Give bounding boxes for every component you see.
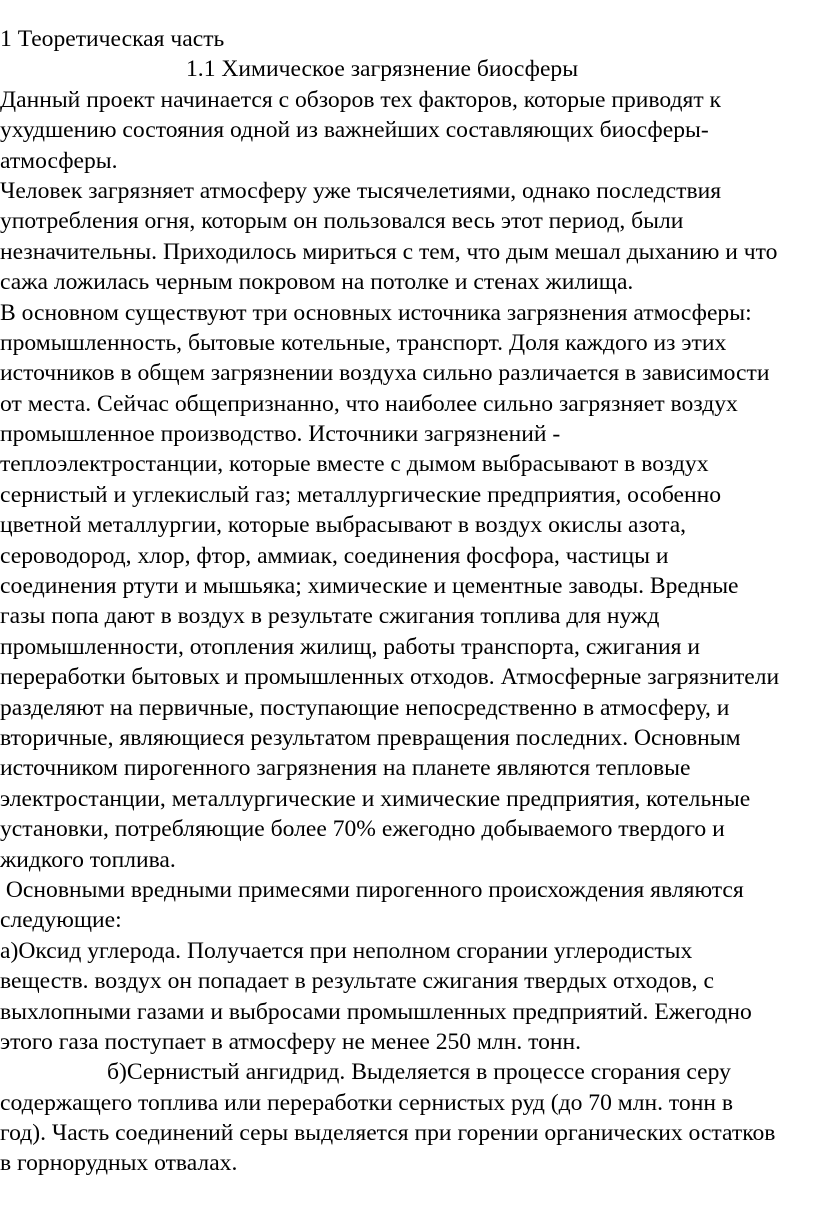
paragraph-2-line: незначительны. Приходилось мириться с тем, что дым мешал дыханию и что <box>0 238 778 265</box>
paragraph-3-line: теплоэлектростанции, которые вместе с дымом выбрасывают в воздух <box>0 451 709 478</box>
paragraph-3-line: промышленное производство. Источники загрязнений - <box>0 421 561 448</box>
paragraph-2-line: Человек загрязняет атмосферу уже тысячелетиями, однако последствия <box>0 177 722 204</box>
paragraph-1-line: атмосферы. <box>0 147 118 174</box>
section-heading: 1 Теоретическая часть <box>0 26 225 52</box>
paragraph-3-line: жидкого топлива. <box>0 846 176 873</box>
paragraph-3-line: вторичные, являющиеся результатом превращения последних. Основным <box>0 724 741 751</box>
paragraph-3-line: газы попа дают в воздух в результате сжигания топлива для нужд <box>0 603 660 630</box>
paragraph-3-line: разделяют на первичные, поступающие непосредственно в атмосферу, и <box>0 694 730 721</box>
paragraph-3-line: промышленности, отопления жилищ, работы транспорта, сжигания и <box>0 633 701 660</box>
paragraph-a-line: этого газа поступает в атмосферу не менее 250 млн. тонн. <box>0 1028 582 1055</box>
paragraph-b-line: в горнорудных отвалах. <box>0 1150 238 1177</box>
paragraph-3-line: источником пирогенного загрязнения на планете являются тепловые <box>0 755 691 782</box>
paragraph-b-line: б)Сернистый ангидрид. Выделяется в процессе сгорания серу <box>107 1059 731 1086</box>
subsection-heading: 1.1 Химическое загрязнение биосферы <box>186 56 579 83</box>
paragraph-a-line: выхлопными газами и выбросами промышленных предприятий. Ежегодно <box>0 998 752 1025</box>
paragraph-b-line: год). Часть соединений серы выделяется при горении органических остатков <box>0 1120 776 1147</box>
paragraph-a-line: а)Оксид углерода. Получается при неполном сгорании углеродистых <box>0 937 693 964</box>
paragraph-3-line: промышленность, бытовые котельные, транспорт. Доля каждого из этих <box>0 329 727 356</box>
paragraph-3-line: электростанции, металлургические и химические предприятия, котельные <box>0 785 751 812</box>
paragraph-a-line: веществ. воздух он попадает в результате сжигания твердых отходов, с <box>0 968 714 995</box>
paragraph-3-line: переработки бытовых и промышленных отходов. Атмосферные загрязнители <box>0 664 780 691</box>
paragraph-2-line: употребления огня, которым он пользовался весь этот период, были <box>0 208 684 235</box>
paragraph-b-line: содержащего топлива или переработки сернистых руд (до 70 млн. тонн в <box>0 1089 734 1116</box>
paragraph-2-line: сажа ложилась черным покровом на потолке и стенах жилища. <box>0 269 634 296</box>
paragraph-3-line: установки, потребляющие более 70% ежегодно добываемого твердого и <box>0 816 725 843</box>
document-page <box>0 24 816 1179</box>
paragraph-3-line: источников в общем загрязнении воздуха сильно различается в зависимости <box>0 360 770 387</box>
paragraph-3-line: от места. Сейчас общепризнанно, что наиболее сильно загрязняет воздух <box>0 390 738 417</box>
paragraph-4-line: Основными вредными примесями пирогенного происхождения являются <box>0 876 744 903</box>
paragraph-3-line: цветной металлургии, которые выбрасывают в воздух окислы азота, <box>0 512 687 539</box>
paragraph-3-line: соединения ртути и мышьяка; химические и цементные заводы. Вредные <box>0 573 739 600</box>
paragraph-3-line: сероводород, хлор, фтор, аммиак, соединения фосфора, частицы и <box>0 542 669 569</box>
paragraph-3-line: В основном существуют три основных источника загрязнения атмосферы: <box>0 299 752 326</box>
paragraph-1-line: Данный проект начинается с обзоров тех факторов, которые приводят к <box>0 86 722 113</box>
paragraph-3-line: сернистый и углекислый газ; металлургические предприятия, особенно <box>0 481 722 508</box>
paragraph-4-line: следующие: <box>0 907 122 934</box>
paragraph-1-line: ухудшению состояния одной из важнейших составляющих биосферы- <box>0 117 709 144</box>
